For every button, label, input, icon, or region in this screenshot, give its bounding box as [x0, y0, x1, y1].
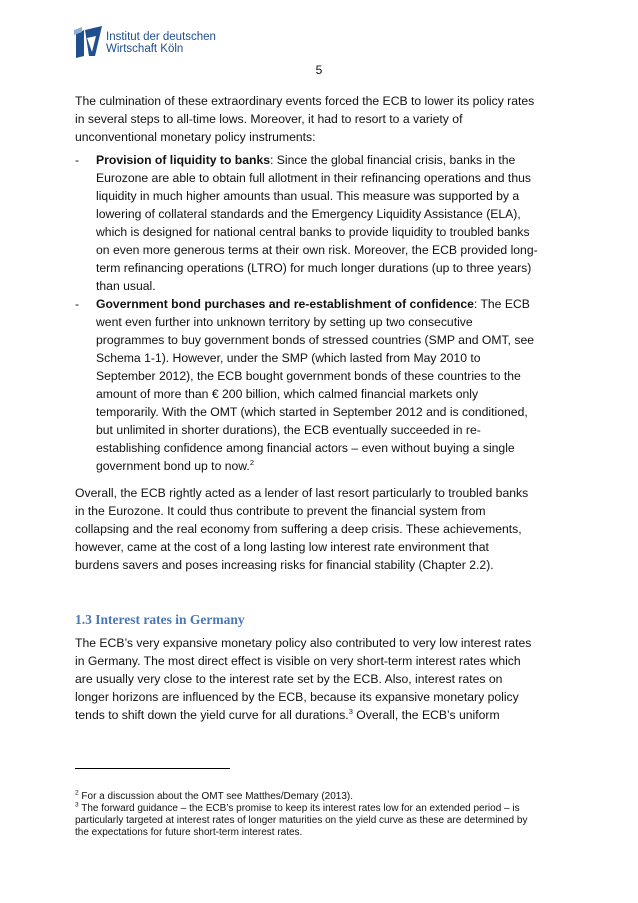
logo-line: Institut der deutschen: [106, 31, 216, 43]
text-line: [96, 295, 571, 313]
text-line: programmes to buy government bonds of stressed countries (SMP and OMT, see: [96, 333, 535, 347]
text-line: however, came at the cost of a long lasting low interest rate environment that: [75, 540, 489, 554]
section-paragraph: [75, 634, 571, 724]
text-run: : The ECB: [473, 297, 530, 311]
intro-paragraph: [75, 92, 571, 146]
bullet-marker: -: [75, 297, 80, 311]
logo-text: [106, 31, 216, 55]
logo-line: Wirtschaft Köln: [106, 43, 184, 55]
text-run: The forward guidance – the ECB’s promise to keep its interest rates low for an extended period – is: [81, 803, 520, 814]
footnote-ref: 3: [348, 706, 353, 716]
text-line: collapsing and the real economy from suffering a deep crisis. These achievements,: [75, 522, 522, 536]
text-line: The ECB’s very expansive monetary policy also contributed to very low interest rates: [75, 636, 532, 650]
text-line: unconventional monetary policy instruments:: [75, 130, 316, 144]
footnote-ref: 2: [249, 457, 254, 467]
text-line: temporarily. With the OMT (which started in September 2012 and is conditioned,: [96, 405, 528, 419]
bullet-title: Provision of liquidity to banks: [96, 153, 271, 167]
text-line: in several steps to all-time lows. Moreover, it had to resort to a variety of: [75, 112, 463, 126]
text-run: : Since the global financial crisis, banks in the: [270, 153, 516, 167]
section-heading: 1.3 Interest rates in Germany: [75, 612, 245, 627]
text-line: September 2012), the ECB bought government bonds of these countries to the: [96, 369, 521, 383]
bullet-item: [75, 295, 571, 475]
footnote: [75, 791, 575, 803]
text-line: Schema 1-1). However, under the SMP (which lasted from May 2010 to: [96, 351, 481, 365]
text-line: longer horizons are influenced by the ECB, because its expansive monetary policy: [75, 690, 519, 704]
footnotes: [75, 791, 575, 839]
text-line: liquidity in much higher amounts than usual. This measure was supported by a: [96, 189, 520, 203]
text-line: the expectations for future short-term interest rates.: [75, 827, 303, 838]
text-line: in Germany. The most direct effect is visible on very short-term interest rates which: [75, 654, 521, 668]
text-line: are usually very close to the interest rate set by the ECB. Also, interest rates on: [75, 672, 503, 686]
bullet-list: [75, 151, 571, 475]
text-line: burdens savers and poses increasing risks for financial stability (Chapter 2.2).: [75, 558, 494, 572]
overall-paragraph: [75, 484, 571, 574]
page-number: 5: [315, 63, 323, 77]
text-line: went even further into unknown territory by setting up two consecutive: [96, 315, 473, 329]
text-run: government bond up to now.: [96, 459, 250, 473]
text-line: [75, 791, 575, 803]
footnote: [75, 803, 575, 839]
text-line: which is designed for national central banks to provide liquidity to troubled banks: [96, 225, 530, 239]
text-line: particularly targeted at interest rates of longer maturities on the yield curve as these are determined by: [75, 815, 528, 826]
text-line: term refinancing operations (LTRO) for much longer durations (up to three years): [96, 261, 532, 275]
text-line: [75, 706, 571, 724]
text-line: in the Eurozone. It could thus contribute to prevent the financial system from: [75, 504, 486, 518]
bullet-title: Government bond purchases and re-establishment of confidence: [96, 297, 474, 311]
text-line: Overall, the ECB rightly acted as a lender of last resort particularly to troubled banks: [75, 486, 529, 500]
text-run: tends to shift down the yield curve for all durations.: [75, 708, 349, 722]
text-line: establishing confidence among financial actors – even without buying a single: [96, 441, 515, 455]
footnote-separator: [75, 768, 230, 769]
text-line: amount of more than € 200 billion, which calmed financial markets only: [96, 387, 479, 401]
text-line: than usual.: [96, 279, 156, 293]
text-line: lowering of collateral standards and the Emergency Liquidity Assistance (ELA),: [96, 207, 521, 221]
text-line: Eurozone are able to obtain full allotment in their refinancing operations and thus: [96, 171, 531, 185]
text-line: [75, 803, 575, 815]
text-line: on even more generous terms at their own risk. Moreover, the ECB provided long-: [96, 243, 538, 257]
text-line: [96, 151, 571, 169]
text-line: [96, 457, 571, 475]
footnote-number: 2: [75, 789, 79, 797]
footnote-number: 3: [75, 801, 79, 809]
institute-logo: [74, 24, 224, 64]
text-line: but unlimited in shorter durations), the ECB eventually succeeded in re-: [96, 423, 481, 437]
bullet-marker: -: [75, 153, 80, 167]
text-run: For a discussion about the OMT see Matthes/Demary (2013).: [81, 791, 354, 802]
text-line: The culmination of these extraordinary events forced the ECB to lower its policy rates: [75, 94, 535, 108]
bullet-item: [75, 151, 571, 295]
text-run: Overall, the ECB’s uniform: [352, 708, 500, 722]
iw-logo-icon: [74, 26, 104, 60]
